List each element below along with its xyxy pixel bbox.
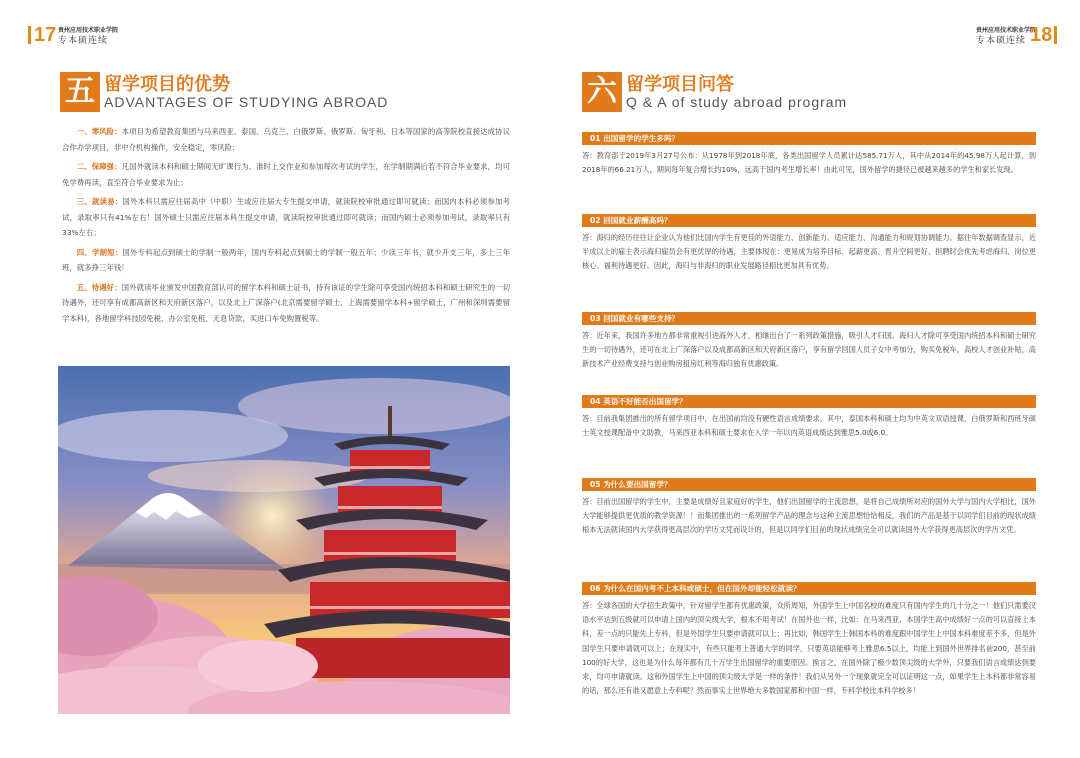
school-name: 贵州应用技术职业学院 (58, 27, 119, 34)
question-bar: 06 为什么在国内考不上本科或硕士，但在国外却能轻松就读？ (582, 582, 1036, 595)
qa-item-03 (582, 312, 1036, 372)
section-title-cn: 留学项目问答 (626, 74, 734, 95)
section-title-en: Q & A of study abroad program (626, 94, 848, 110)
answer-text: 答：全球各国的大学招生政策中，针对留学生都有优惠政策，众所周知，外国学生上中国名校的难度只有国内学生的几十分之一！他们只需要汉语水平达到五级就可以申请上国内的顶尖级大学，根本不用考试！在国外也一样，比如：在马来西亚，本国学生高中成绩好一点的可以直接上本科，差一点的只能先上专科，但是外国学生只要申请就可以上；再比如，韩国学生上韩国本科的难度跟中国学生上中国本科难度差不多，但是外国学生只要申请就可以上；在现实中，有些只能考上普通大学的同学，只要英语能够考上雅思6.5以上，均能上到国外世界排名前200，甚至前100的好大学，这也是为什么每年都有几十万学生出国留学的重要原因。换言之，在国外除了极少数顶尖级的大学外，只要我们语言成绩达到要求，均可申请就读。这和外国学生上中国的顶尖级大学是一样的条件！我们从另外一个现象就完全可以证明这一点，如果学生上本科都非常容易的话，那么还有谁又愿意上专科呢？然而事实上世界绝大多数国家都和中国一样，专科学校比本科学校多！ (582, 601, 1036, 696)
qa-item-02 (582, 214, 1036, 274)
advantage-item (62, 159, 510, 190)
page-number: 18 (1030, 24, 1053, 46)
photo-illustration (58, 366, 510, 714)
answer-text: 答：目前我集团推出的所有留学项目中，在出国前均没有硬性语言成绩要求，其中，泰国本科和硕士均为中英文双语授课，白俄罗斯和西班牙硕士英文授课配备中文助教，马来西亚本科和硕士要求在入学一年以内英语成绩达到雅思5.0或6.0。 (582, 414, 1036, 438)
advantage-item (62, 245, 510, 276)
advantage-text: 国外就读毕业颁发中国教育部认可的留学本科和硕士证书，持有该证的学生除可享受国内统招本科和硕士研究生的一切待遇外，还可享有成都高新区和天府新区落户，以及北上广深落户(北京需要留学硕士，上海需要留学本科+留学硕士，广州和深圳需要留学本科)，各地留学科技园免税、办公室免租、无息贷款、买进口车免购置税等。 (62, 282, 510, 323)
advantage-label: 五、待遇好： (76, 282, 122, 292)
question-bar: 03 回国就业有哪些支持？ (582, 312, 1036, 325)
section-number-badge: 六 (582, 72, 622, 112)
advantage-item (62, 124, 510, 155)
advantage-label: 二、保障强： (76, 162, 122, 171)
pagoda-mount-fuji-photo (58, 366, 510, 714)
advantage-text: 本项目为希望教育集团与马来西亚、泰国、乌克兰、白俄罗斯、俄罗斯、匈牙利、日本等国家的高等院校直接达成协议合作办学项目，非中介机构操作，安全稳定，零风险； (62, 127, 510, 152)
page-number-bar (28, 26, 31, 44)
advantage-item (62, 194, 510, 241)
qa-item-01 (582, 132, 1036, 177)
qa-item-05 (582, 478, 1036, 538)
answer-text: 答：海归的经历往往让企业认为他们比国内学生有更佳的外语能力、创新能力、适应能力、沟通能力和规划协调能力。据往年数据调查显示，近半成以上的雇主表示海归雇员会有更优厚的待遇，主要体现在：更易成为培养目标、起薪更高、晋升空间更好、担聘时会优先考虑海归、岗位更核心、福利待遇更好。因此，海归与非海归的职业发展路径相比更加具有优势。 (582, 233, 1036, 271)
question-bar: 02 回国就业薪酬高吗？ (582, 214, 1036, 227)
advantage-label: 三、就读易： (76, 197, 123, 206)
section-number-badge: 五 (60, 72, 100, 112)
page-number: 17 (34, 24, 57, 46)
answer-text: 答：近年来，我国许多地方都非常重视引进海外人才，相继出台了一系列政策措施，吸引人才归国。海归人才除可享受国内统招本科和硕士研究生的一切待遇外，还可在北上广深落户以及成都高新区和天府新区落户，享有留学回国人员子女中考加分，购买免税车，高校人才创业补贴，高新技术产业经费支持与创业购房租房红利等海归独有优惠政策。 (582, 331, 1036, 369)
qa-item-06 (582, 582, 1036, 698)
advantage-text: 国外专科起点到硕士的学制一般两年，国内专科起点到硕士的学制一般五年；少读三年书，就少开支三年，多上三年班，就多挣三年钱！ (62, 247, 510, 272)
answer-text: 答：教育部于2019年3月27号公布：从1978年到2018年底，各类出国留学人员累计达585.71万人，其中从2014年的45.98万人起计算，到2018年的66.21万人，期间每年复合增长约10%，远高于国内考生增长率！由此可见，国外留学的捷径已被越来越多的学生和家长发现。 (582, 151, 1036, 175)
page-number-bar (1054, 26, 1057, 44)
section-title-cn: 留学项目的优势 (104, 74, 230, 95)
advantages-list (62, 124, 510, 330)
question-bar: 04 英语不好能否出国留学？ (582, 395, 1036, 408)
program-name: 专本硕连续 (58, 36, 109, 46)
program-name: 专本硕连续 (976, 36, 1027, 46)
section-title-en: ADVANTAGES OF STUDYING ABROAD (104, 94, 389, 110)
advantage-label: 一、零风险： (76, 127, 122, 136)
advantage-text: 凡国外就读本科和硕士期间无旷课行为、准时上交作业和参加每次考试的学生，在学制期满后若不符合毕业要求，均可免学费再读，直至符合毕业要求为止； (62, 162, 510, 187)
advantage-item (62, 280, 510, 327)
question-bar: 01 出国留学的学生多吗？ (582, 132, 1036, 145)
advantage-text: 国外本科只需应往届高中（中职）生或应往届大专生提交申请，就读院校审批通过即可就读；而国内本科必须参加考试，录取率只有41%左右！国外硕士只需应往届本科生提交申请，就读院校审批通过即可就读；而国内硕士必须参加考试，录取率只有33%左右； (62, 197, 510, 237)
advantage-label: 四、学制短： (76, 247, 123, 257)
qa-item-04 (582, 395, 1036, 440)
question-bar: 05 为什么要出国留学？ (582, 478, 1036, 491)
school-name: 贵州应用技术职业学院 (976, 27, 1037, 34)
answer-text: 答：目前出国留学的学生中，主要是成绩好且家庭好的学生，他们出国留学的主流思想，是将自己成绩所对应的国外大学与国内大学相比，国外大学能够提供更优质的教学资源！！而集团推出的一系列留学产品的理念与这种主流思想恰恰相反，我们的产品是基于以同学们目前的现状成绩根本无法就读国内大学获得更高层次的学历文凭而设计的，但是以同学们目前的现状成绩完全可以就读国外大学获得更高层次的学历文凭。 (582, 497, 1036, 535)
